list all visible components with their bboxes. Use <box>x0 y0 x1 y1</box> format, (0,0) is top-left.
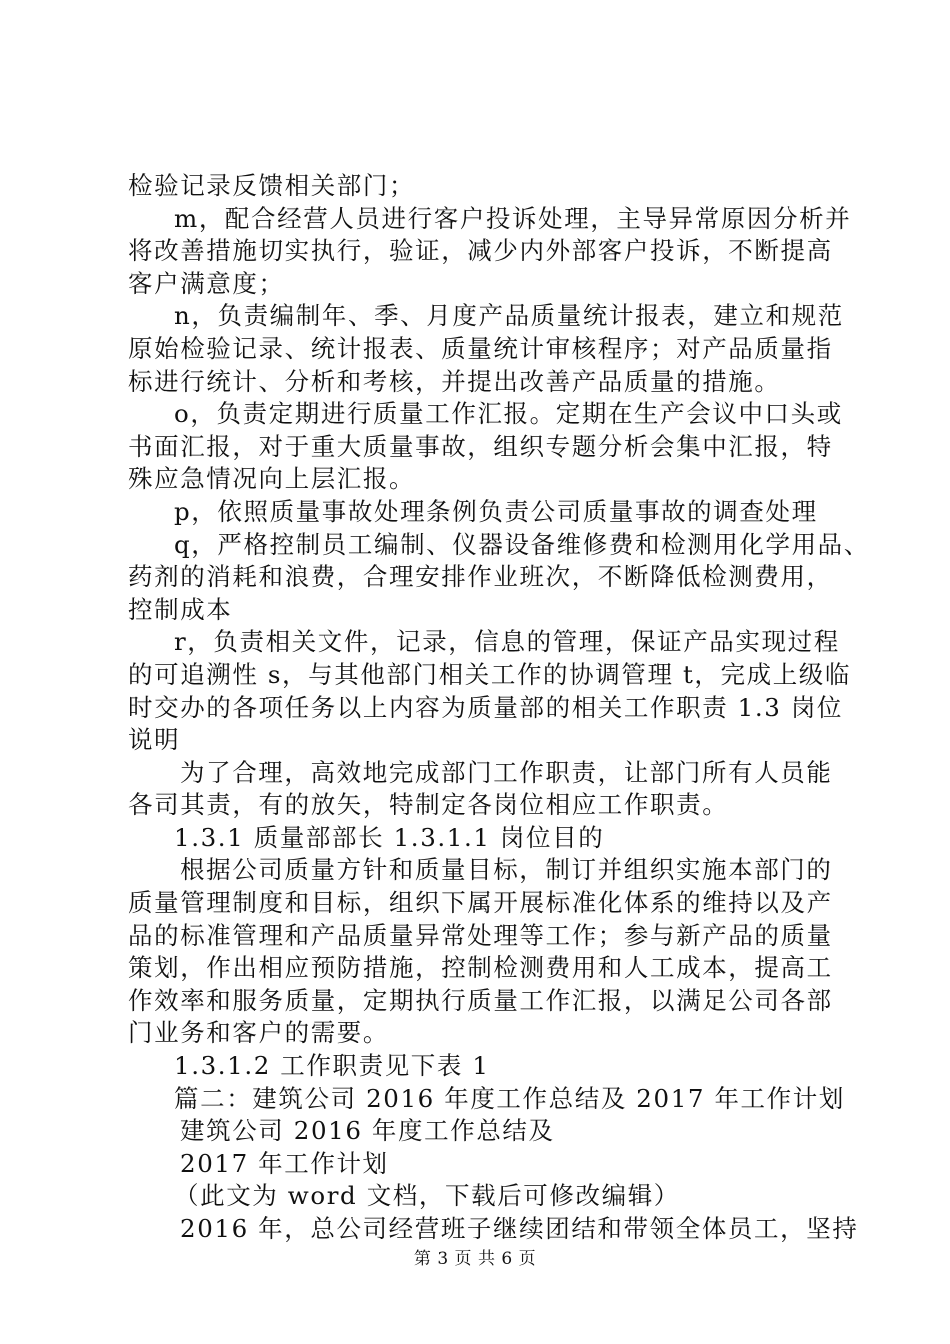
text-line: 质量管理制度和目标，组织下属开展标准化体系的维持以及产 <box>128 888 833 918</box>
document-body <box>128 170 870 1246</box>
text-line: 标进行统计、分析和考核，并提出改善产品质量的措施。 <box>128 366 781 396</box>
text-line: 作效率和服务质量，定期执行质量工作汇报，以满足公司各部 <box>128 985 833 1015</box>
text-line: （此文为 word 文档，下载后可修改编辑） <box>174 1181 680 1211</box>
text-line: 策划，作出相应预防措施，控制检测费用和人工成本，提高工 <box>128 953 833 983</box>
text-line: o，负责定期进行质量工作汇报。定期在生产会议中口头或 <box>174 399 843 429</box>
text-line: 控制成本 <box>128 594 233 624</box>
text-line: 客户满意度； <box>128 268 285 298</box>
text-line: 根据公司质量方针和质量目标，制订并组织实施本部门的 <box>180 855 833 885</box>
text-line: 殊应急情况向上层汇报。 <box>128 464 416 494</box>
text-line: 的可追溯性 s，与其他部门相关工作的协调管理 t，完成上级临 <box>128 659 851 689</box>
section-heading: 篇二：建筑公司 2016 年度工作总结及 2017 年工作计划 <box>174 1083 845 1113</box>
section-heading: 1.3.1.2 工作职责见下表 1 <box>174 1051 490 1081</box>
text-line: 建筑公司 2016 年度工作总结及 <box>180 1116 555 1146</box>
page-number-footer: 第 3 页 共 6 页 <box>413 1249 537 1269</box>
section-heading: 1.3.1 质量部部长 1.3.1.1 岗位目的 <box>174 822 605 852</box>
text-line: 各司其责，有的放矢，特制定各岗位相应工作职责。 <box>128 790 729 820</box>
text-line: m，配合经营人员进行客户投诉处理，主导异常原因分析并 <box>174 203 852 233</box>
text-line: 书面汇报，对于重大质量事故，组织专题分析会集中汇报，特 <box>128 431 833 461</box>
text-line: 原始检验记录、统计报表、质量统计审核程序；对产品质量指 <box>128 333 833 363</box>
text-line: q，严格控制员工编制、仪器设备维修费和检测用化学用品、 <box>174 529 870 559</box>
text-line: 说明 <box>128 725 181 755</box>
text-line: 2017 年工作计划 <box>180 1148 389 1178</box>
text-line: 检验记录反馈相关部门； <box>128 171 416 200</box>
text-line: 门业务和客户的需要。 <box>128 1018 389 1048</box>
text-line: 时交办的各项任务以上内容为质量部的相关工作职责 1.3 岗位 <box>128 692 844 722</box>
text-line: 2016 年，总公司经营班子继续团结和带领全体员工，坚持 <box>180 1214 859 1243</box>
text-line: 药剂的消耗和浪费，合理安排作业班次，不断降低检测费用， <box>128 562 833 592</box>
text-line: r，负责相关文件，记录，信息的管理，保证产品实现过程 <box>174 627 840 657</box>
text-line: 为了合理，高效地完成部门工作职责，让部门所有人员能 <box>180 757 833 787</box>
text-line: 将改善措施切实执行，验证，减少内外部客户投诉，不断提高 <box>128 236 833 266</box>
text-line: n，负责编制年、季、月度产品质量统计报表，建立和规范 <box>174 301 844 331</box>
text-line: p，依照质量事故处理条例负责公司质量事故的调查处理 <box>174 496 818 526</box>
text-line: 品的标准管理和产品质量异常处理等工作；参与新产品的质量 <box>128 920 833 950</box>
